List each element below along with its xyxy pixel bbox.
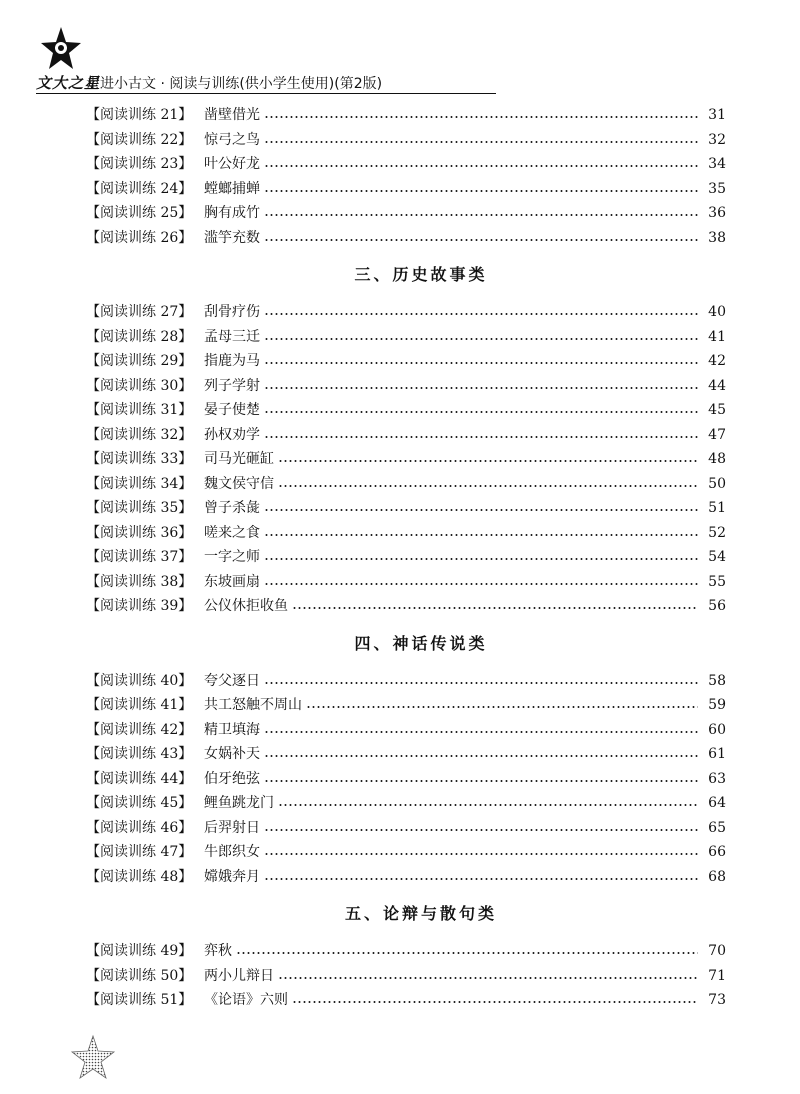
dot-leader — [264, 130, 698, 144]
dot-leader — [264, 867, 698, 881]
entry-label: 【阅读训练 37】 — [86, 549, 193, 565]
toc-entry[interactable] — [86, 965, 726, 990]
entry-page-number: 65 — [708, 819, 726, 836]
dot-leader — [264, 105, 698, 119]
entry-title: 夸父逐日 — [204, 672, 260, 689]
toc-entry[interactable] — [86, 670, 726, 695]
entry-title: 两小儿辩日 — [204, 967, 274, 984]
entry-label: 【阅读训练 21】 — [86, 107, 193, 123]
book-title: 走进小古文 · 阅读与训练(供小学生使用)(第2版) — [86, 76, 383, 92]
dot-leader — [306, 695, 698, 709]
entry-page-number: 55 — [708, 573, 726, 590]
entry-page-number: 42 — [708, 353, 726, 369]
toc-entry[interactable] — [86, 104, 726, 129]
entry-page-number: 40 — [708, 304, 726, 320]
dot-leader — [264, 547, 698, 561]
entry-title: 胸有成竹 — [204, 205, 260, 221]
dot-leader — [264, 572, 698, 586]
dot-leader — [264, 228, 698, 242]
entry-title: 列子学射 — [204, 377, 260, 394]
dot-leader — [292, 990, 698, 1004]
entry-title: 孙权劝学 — [204, 426, 260, 443]
toc-entry[interactable] — [86, 350, 726, 375]
dot-leader — [264, 744, 698, 758]
dot-leader — [264, 376, 698, 390]
toc-entry[interactable] — [86, 792, 726, 817]
entry-page-number: 68 — [708, 868, 726, 885]
entry-page-number: 60 — [708, 721, 726, 738]
entry-label: 【阅读训练 42】 — [86, 721, 193, 738]
entry-title: 司马光砸缸 — [204, 451, 274, 467]
entry-label: 【阅读训练 27】 — [86, 304, 193, 320]
entry-page-number: 34 — [708, 156, 726, 172]
entry-label: 【阅读训练 50】 — [86, 967, 193, 984]
dot-leader — [278, 474, 698, 488]
toc-entry[interactable] — [86, 694, 726, 719]
entry-label: 【阅读训练 24】 — [86, 180, 193, 197]
entry-title: 晏子使楚 — [204, 402, 260, 418]
dot-leader — [264, 425, 698, 439]
dot-leader — [264, 400, 698, 414]
dot-leader — [264, 818, 698, 832]
toc-entry[interactable] — [86, 129, 726, 154]
dot-leader — [264, 671, 698, 685]
entry-title: 共工怒触不周山 — [204, 697, 302, 713]
entry-label: 【阅读训练 30】 — [86, 377, 193, 394]
toc-entry[interactable] — [86, 571, 726, 596]
toc-entry[interactable] — [86, 227, 726, 252]
toc-entry[interactable] — [86, 546, 726, 571]
toc-entry[interactable] — [86, 522, 726, 547]
entry-title: 滥竽充数 — [204, 229, 260, 246]
entry-page-number: 50 — [708, 475, 726, 492]
toc-entry[interactable] — [86, 326, 726, 351]
entry-label: 【阅读训练 38】 — [86, 573, 193, 590]
entry-title: 孟母三迁 — [204, 328, 260, 345]
entry-page-number: 52 — [708, 524, 726, 541]
entry-page-number: 56 — [708, 598, 726, 614]
toc-entry[interactable] — [86, 866, 726, 891]
entry-label: 【阅读训练 26】 — [86, 229, 193, 246]
section-heading: 五、论辩与散句类 — [344, 904, 497, 923]
entry-page-number: 36 — [708, 205, 726, 221]
entry-title: 一字之师 — [204, 549, 260, 565]
toc-entry[interactable] — [86, 743, 726, 768]
dot-leader — [264, 179, 698, 193]
entry-page-number: 31 — [708, 107, 726, 123]
entry-page-number: 44 — [708, 377, 726, 394]
entry-page-number: 48 — [708, 451, 726, 467]
dot-leader — [264, 720, 698, 734]
header-rule — [36, 93, 496, 94]
entry-page-number: 35 — [708, 180, 726, 197]
entry-label: 【阅读训练 44】 — [86, 770, 193, 787]
table-of-contents — [86, 104, 726, 1014]
entry-title: 精卫填海 — [204, 721, 260, 738]
dot-leader — [264, 302, 698, 316]
toc-entry[interactable] — [86, 989, 726, 1014]
toc-entry[interactable] — [86, 301, 726, 326]
dot-leader — [264, 154, 698, 168]
toc-entry[interactable] — [86, 375, 726, 400]
entry-title: 嗟来之食 — [204, 524, 260, 541]
toc-entry[interactable] — [86, 940, 726, 965]
toc-entry[interactable] — [86, 448, 726, 473]
entry-label: 【阅读训练 48】 — [86, 868, 193, 885]
entry-label: 【阅读训练 41】 — [86, 697, 193, 713]
entry-label: 【阅读训练 33】 — [86, 451, 193, 467]
entry-page-number: 71 — [708, 967, 726, 984]
entry-page-number: 38 — [708, 229, 726, 246]
entry-page-number: 54 — [708, 549, 726, 565]
entry-label: 【阅读训练 40】 — [86, 672, 193, 689]
dot-leader — [264, 203, 698, 217]
entry-label: 【阅读训练 28】 — [86, 328, 193, 345]
entry-page-number: 70 — [708, 943, 726, 959]
entry-title: 惊弓之鸟 — [204, 131, 260, 148]
section-heading: 四、神话传说类 — [354, 633, 488, 653]
footer-star-icon — [70, 1034, 116, 1080]
entry-page-number: 32 — [708, 131, 726, 148]
entry-label: 【阅读训练 22】 — [86, 131, 193, 148]
entry-label: 【阅读训练 46】 — [86, 819, 193, 836]
dot-leader — [278, 449, 698, 463]
entry-label: 【阅读训练 51】 — [86, 992, 193, 1008]
dot-leader — [264, 769, 698, 783]
entry-label: 【阅读训练 49】 — [86, 943, 193, 959]
dot-leader — [264, 498, 698, 512]
toc-entry[interactable] — [86, 497, 726, 522]
entry-label: 【阅读训练 25】 — [86, 205, 193, 221]
entry-page-number: 59 — [708, 697, 726, 713]
entry-title: 嫦娥奔月 — [204, 868, 260, 885]
entry-label: 【阅读训练 34】 — [86, 475, 193, 492]
page-header — [0, 0, 800, 100]
entry-page-number: 66 — [708, 844, 726, 860]
entry-title: 螳螂捕蝉 — [204, 180, 260, 197]
dot-leader — [264, 523, 698, 537]
entry-label: 【阅读训练 29】 — [86, 353, 193, 369]
entry-page-number: 63 — [708, 770, 726, 787]
dot-leader — [264, 327, 698, 341]
toc-entry[interactable] — [86, 178, 726, 203]
entry-title: 后羿射日 — [204, 819, 260, 836]
dot-leader — [236, 941, 698, 955]
entry-title: 刮骨疗伤 — [204, 304, 260, 320]
entry-page-number: 45 — [708, 402, 726, 418]
entry-page-number: 61 — [708, 746, 726, 762]
dot-leader — [278, 966, 698, 980]
dot-leader — [278, 793, 698, 807]
entry-title: 凿壁借光 — [204, 107, 260, 123]
entry-title: 指鹿为马 — [204, 353, 260, 369]
entry-label: 【阅读训练 45】 — [86, 795, 193, 811]
entry-page-number: 73 — [708, 992, 726, 1008]
section-heading: 三、历史故事类 — [354, 265, 488, 284]
entry-title: 牛郎织女 — [204, 844, 260, 860]
toc-entry[interactable] — [86, 424, 726, 449]
toc-entry[interactable] — [86, 841, 726, 866]
entry-label: 【阅读训练 43】 — [86, 746, 193, 762]
dot-leader — [264, 842, 698, 856]
toc-entry[interactable] — [86, 768, 726, 793]
toc-entry[interactable] — [86, 473, 726, 498]
entry-page-number: 47 — [708, 426, 726, 443]
toc-entry[interactable] — [86, 719, 726, 744]
entry-label: 【阅读训练 31】 — [86, 402, 193, 418]
entry-title: 鲤鱼跳龙门 — [204, 795, 274, 811]
toc-entry[interactable] — [86, 202, 726, 227]
toc-entry[interactable] — [86, 153, 726, 178]
star-logo-icon — [40, 26, 82, 70]
entry-label: 【阅读训练 39】 — [86, 598, 193, 614]
entry-title: 东坡画扇 — [204, 573, 260, 590]
entry-title: 魏文侯守信 — [204, 475, 274, 492]
entry-title: 叶公好龙 — [204, 156, 260, 172]
dot-leader — [292, 596, 698, 610]
toc-entry[interactable] — [86, 817, 726, 842]
brand-logo-text: 文大之星 — [36, 74, 101, 92]
entry-title: 曾子杀彘 — [204, 500, 260, 516]
entry-title: 公仪休拒收鱼 — [204, 598, 288, 614]
entry-page-number: 41 — [708, 328, 726, 345]
entry-label: 【阅读训练 23】 — [86, 156, 193, 172]
entry-title: 女娲补天 — [204, 746, 260, 762]
entry-title: 弈秋 — [204, 943, 232, 959]
entry-label: 【阅读训练 47】 — [86, 844, 193, 860]
entry-page-number: 58 — [708, 672, 726, 689]
entry-label: 【阅读训练 36】 — [86, 524, 193, 541]
entry-page-number: 51 — [708, 500, 726, 516]
entry-label: 【阅读训练 35】 — [86, 500, 193, 516]
dot-leader — [264, 351, 698, 365]
entry-page-number: 64 — [708, 795, 726, 811]
entry-label: 【阅读训练 32】 — [86, 426, 193, 443]
entry-title: 《论语》六则 — [204, 992, 288, 1008]
toc-entry[interactable] — [86, 399, 726, 424]
entry-title: 伯牙绝弦 — [204, 770, 260, 787]
toc-entry[interactable] — [86, 595, 726, 620]
